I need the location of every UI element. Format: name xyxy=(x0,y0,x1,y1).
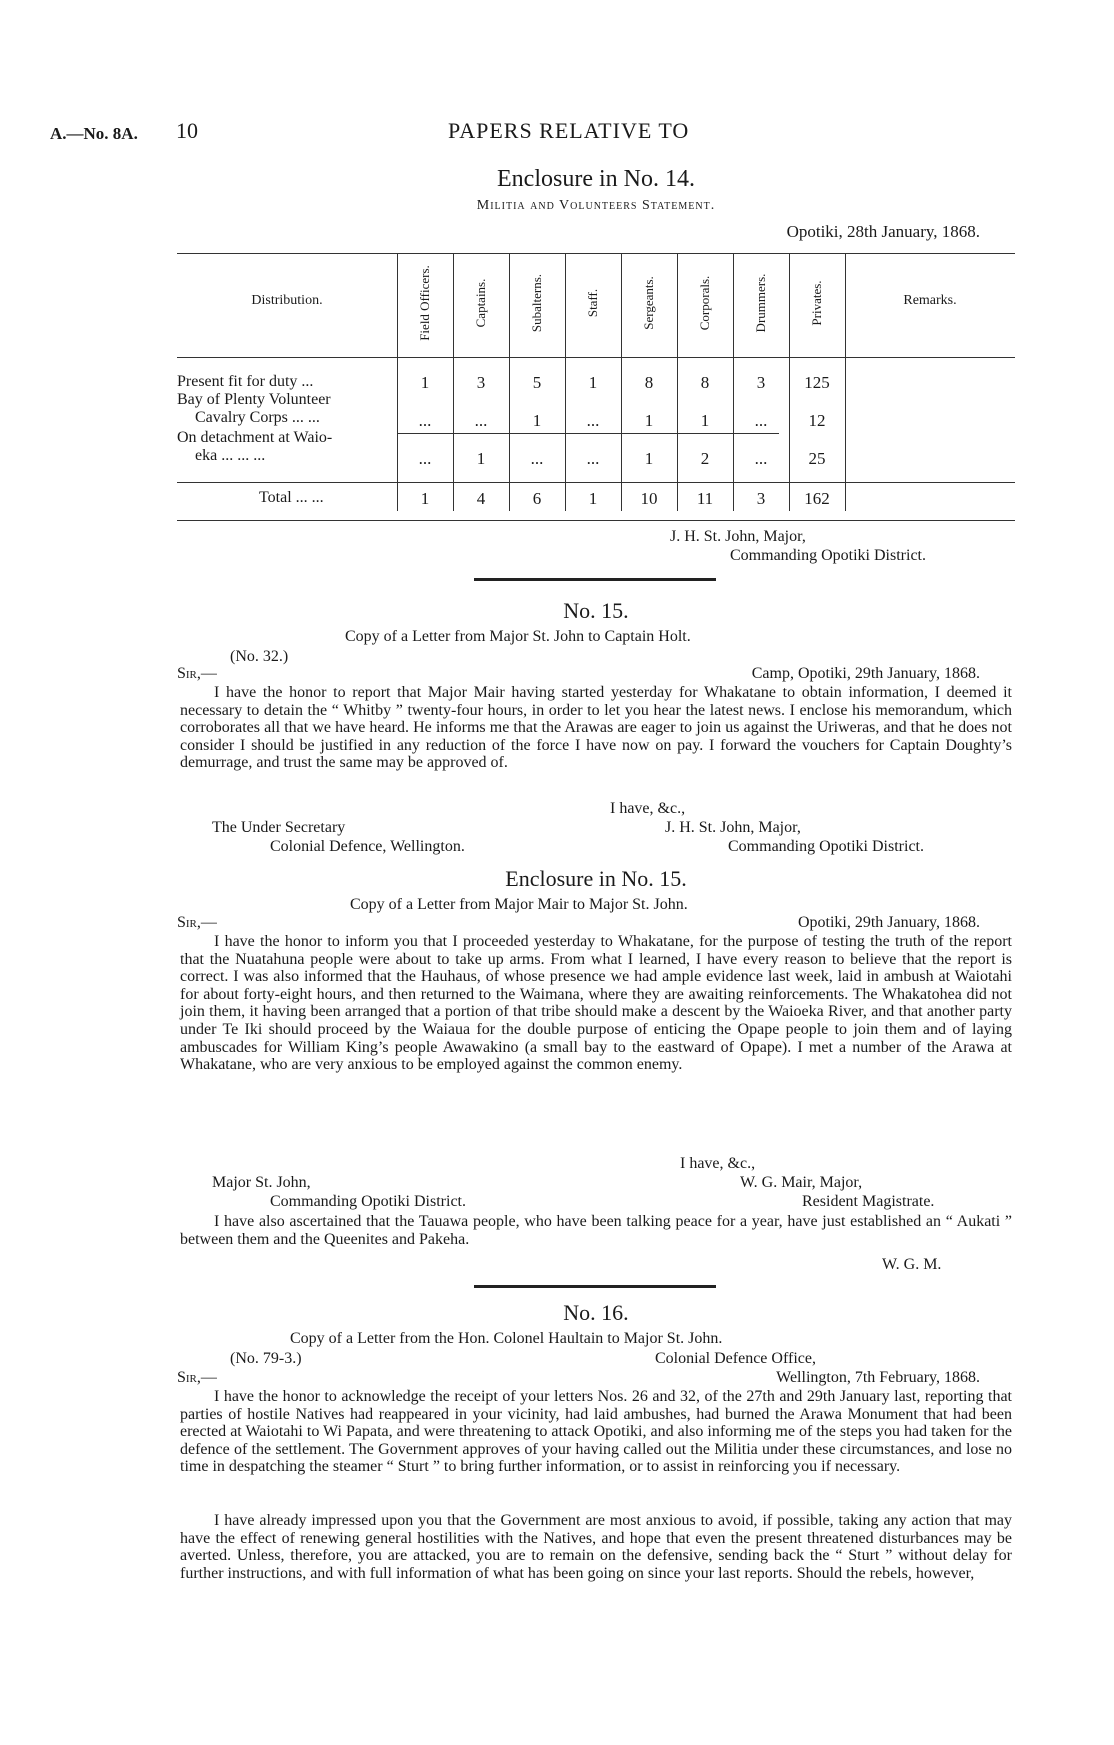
no-16-body-paragraph-1: I have the honor to acknowledge the receipt of your letters Nos. 26 and 32, of the 27th and 29th January last, reporting that parties of hostile Natives had reappeared in your vicinity, had laid ambushes, had burned the Arawa Monument that had been erected at Waiotahi to Wi Papata, and were threatening to attack Opotiki, and also informing me of the steps you had taken for the defence of the settlement. The Government approves of your having called out the Militia under these circumstances, and lose no time in despatching the steamer “ Sturt ” to bring further information, or to assist in reinforcing you if necessary. xyxy=(180,1388,1012,1476)
row-label: Cavalry Corps ... ... xyxy=(195,409,320,426)
table-cell: ... xyxy=(418,411,432,430)
enclosure-15-addressee: Major St. John, xyxy=(212,1174,311,1191)
table-cell: 8 xyxy=(644,373,654,392)
table-cell: 1 xyxy=(644,411,654,430)
column-captains: Captains. xyxy=(473,278,488,328)
column-sergeants: Sergeants. xyxy=(641,276,656,330)
no-16-dateline: Wellington, 7th February, 1868. xyxy=(776,1369,980,1386)
page-ref: A.—No. 8A. xyxy=(50,124,138,143)
enclosure-14-signature-title: Commanding Opotiki District. xyxy=(730,547,926,564)
table-cell: 125 xyxy=(804,373,830,392)
no-15-title: Copy of a Letter from Major St. John to Captain Holt. xyxy=(345,628,691,645)
no-16-ref: (No. 79-3.) xyxy=(230,1350,302,1367)
no-15-heading: No. 15. xyxy=(563,598,629,623)
enclosure-15-body: I have the honor to inform you that I proceeded yesterday to Whakatane, for the purpose of testing the truth of the report that the Nuatahuna people were about to take up arms. From what I learned, I have every reason to believe that the report is correct. I was also informed that the Hauhaus, of whose presence we had ample evidence last week, laid in ambush at Waiotahi for about forty-eight hours, and then returned to the Waimana, where they are awaiting reinforcements. The Whakatohea did not join them, it having been arranged that a portion of that tribe should make a descent by the Waioeka River, and that another party under Te Iki should proceed by the Waiaua for the double purpose of enticing the Opape people to join them and of laying ambuscades for William King’s people Awawakino (a small bay to the eastward of Opape). I met a number of the Arawa at Whakatane, who are very anxious to be employed against the common enemy. xyxy=(180,933,1012,1074)
no-15-signature-title: Commanding Opotiki District. xyxy=(728,838,924,855)
no-15-addressee: The Under Secretary xyxy=(212,819,346,836)
enclosure-14-signature: J. H. St. John, Major, xyxy=(670,528,806,545)
enclosure-15-signature: W. G. Mair, Major, xyxy=(740,1174,863,1191)
table-cell: 3 xyxy=(476,373,486,392)
table-bottom-rule xyxy=(177,520,1015,521)
column-field-officers: Field Officers. xyxy=(417,265,432,341)
enclosure-15-initials: W. G. M. xyxy=(882,1256,942,1273)
enclosure-15-postscript: I have also ascertained that the Tauawa people, who have been talking peace for a year, have just established an “ Aukati ” between them and the Queenites and Pakeha. xyxy=(180,1213,1012,1248)
enclosure-15-salutation: Sir,— xyxy=(177,914,217,931)
section-divider xyxy=(474,578,716,581)
enclosure-14-subheading: Militia and Volunteers Statement. xyxy=(476,198,716,213)
page-title: PAPERS RELATIVE TO xyxy=(448,118,690,143)
table-cell: 8 xyxy=(700,373,710,392)
table-cell: 1 xyxy=(532,411,542,430)
column-drummers: Drummers. xyxy=(753,273,768,333)
table-cell: 2 xyxy=(700,449,710,468)
table-cell: ... xyxy=(754,411,768,430)
column-remarks: Remarks. xyxy=(903,293,957,308)
table-cell: 1 xyxy=(420,489,430,508)
row-header-distribution: Distribution. xyxy=(251,293,323,308)
no-16-heading: No. 16. xyxy=(563,1300,629,1325)
row-label: Bay of Plenty Volunteer xyxy=(177,391,331,408)
table-cell: 1 xyxy=(420,373,430,392)
enclosure-15-heading: Enclosure in No. 15. xyxy=(505,866,687,891)
table-cell: ... xyxy=(586,411,600,430)
table-cell: 5 xyxy=(532,373,542,392)
no-15-ref: (No. 32.) xyxy=(230,648,289,665)
table-cell: 4 xyxy=(476,489,486,508)
no-15-addressee-line2: Colonial Defence, Wellington. xyxy=(270,838,465,855)
column-subalterns: Subalterns. xyxy=(529,273,544,333)
table-cell: 25 xyxy=(808,449,826,468)
page-number: 10 xyxy=(176,118,198,143)
enclosure-15-closing: I have, &c., xyxy=(680,1155,756,1172)
section-divider xyxy=(474,1285,716,1288)
row-label: Present fit for duty ... xyxy=(177,373,314,390)
table-cell: 10 xyxy=(640,489,658,508)
enclosure-15-signature-title: Resident Magistrate. xyxy=(802,1193,935,1210)
table-cell: 3 xyxy=(756,489,766,508)
no-15-body: I have the honor to report that Major Mair having started yesterday for Whakatane to obtain information, I deemed it necessary to detain the “ Whitby ” twenty-four hours, in order to let you hear the latest news. I enclose his memorandum, which corroborates all that we have heard. He informs me that the Arawas are eager to join us against the Uriweras, and that he does not consider I should be justified in any reduction of the force I have now on pay. I forward the vouchers for Captain Doughty’s demurrage, and trust the same may be approved of. xyxy=(180,684,1012,772)
row-label: eka ... ... ... xyxy=(195,447,266,464)
column-corporals: Corporals. xyxy=(697,275,712,331)
table-cell: 3 xyxy=(756,373,766,392)
table-cell: ... xyxy=(418,449,432,468)
no-16-office: Colonial Defence Office, xyxy=(655,1350,816,1367)
no-15-closing: I have, &c., xyxy=(610,800,686,817)
enclosure-14-dateline: Opotiki, 28th January, 1868. xyxy=(786,222,980,241)
no-15-dateline: Camp, Opotiki, 29th January, 1868. xyxy=(751,665,980,682)
table-cell: 162 xyxy=(804,489,830,508)
no-16-salutation: Sir,— xyxy=(177,1369,217,1386)
table-cell: 1 xyxy=(644,449,654,468)
table-cell: 1 xyxy=(588,489,598,508)
row-label: On detachment at Waio- xyxy=(177,429,333,446)
militia-statement-table xyxy=(177,253,1015,518)
enclosure-15-addressee-line2: Commanding Opotiki District. xyxy=(270,1193,466,1210)
table-cell: 1 xyxy=(700,411,710,430)
table-cell: 6 xyxy=(532,489,542,508)
column-privates: Privates. xyxy=(809,280,824,326)
no-16-body-paragraph-2: I have already impressed upon you that the Government are most anxious to avoid, if possible, taking any action that may have the effect of renewing general hostilities with the Natives, and hope that even the present threatened disturbances may be averted. Unless, therefore, you are attacked, you are to remain on the defensive, sending back the “ Sturt ” without delay for further instructions, and with full information of what has been going on since your last reports. Should the rebels, however, xyxy=(180,1512,1012,1582)
total-label: Total ... ... xyxy=(259,489,324,506)
table-cell: 1 xyxy=(476,449,486,468)
table-cell: 1 xyxy=(588,373,598,392)
enclosure-15-dateline: Opotiki, 29th January, 1868. xyxy=(797,914,980,931)
table-cell: 12 xyxy=(808,411,826,430)
table-cell: ... xyxy=(586,449,600,468)
table-cell: ... xyxy=(530,449,544,468)
column-staff: Staff. xyxy=(585,288,600,318)
enclosure-14-heading: Enclosure in No. 14. xyxy=(497,166,695,192)
enclosure-15-title: Copy of a Letter from Major Mair to Major St. John. xyxy=(350,896,688,913)
no-15-signature: J. H. St. John, Major, xyxy=(665,819,801,836)
table-cell: ... xyxy=(474,411,488,430)
no-16-title: Copy of a Letter from the Hon. Colonel Haultain to Major St. John. xyxy=(290,1330,723,1347)
no-15-salutation: Sir,— xyxy=(177,665,217,682)
table-cell: 11 xyxy=(696,489,714,508)
table-cell: ... xyxy=(754,449,768,468)
